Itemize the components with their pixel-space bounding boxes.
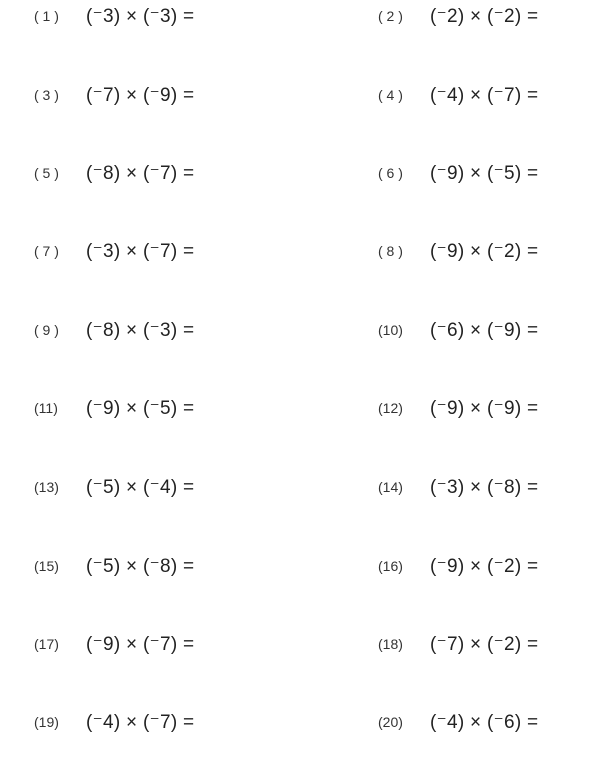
problem-6 (378, 158, 538, 188)
problem-number: (12) (378, 400, 403, 416)
problem-number: (17) (34, 636, 59, 652)
problem-number: ( 8 ) (378, 243, 403, 259)
problem-number: (18) (378, 636, 403, 652)
problem-number: (19) (34, 714, 59, 730)
problem-expression: (⁻9) × (⁻5) = (86, 397, 195, 419)
problem-20 (378, 707, 538, 737)
problem-number: (15) (34, 558, 59, 574)
problem-9 (34, 315, 194, 345)
problem-number: ( 1 ) (34, 8, 59, 24)
problem-number: ( 9 ) (34, 322, 59, 338)
problem-1 (34, 1, 194, 31)
problem-17 (34, 629, 194, 659)
problem-expression: (⁻7) × (⁻9) = (86, 84, 195, 106)
problem-number: (10) (378, 322, 403, 338)
problem-expression: (⁻3) × (⁻7) = (86, 240, 195, 262)
problem-expression: (⁻5) × (⁻4) = (86, 476, 195, 498)
problem-4 (378, 80, 538, 110)
problem-expression: (⁻6) × (⁻9) = (430, 319, 539, 341)
problem-expression: (⁻7) × (⁻2) = (430, 633, 539, 655)
problem-number: ( 7 ) (34, 243, 59, 259)
problem-10 (378, 315, 538, 345)
problem-number: ( 6 ) (378, 165, 403, 181)
problem-7 (34, 236, 194, 266)
problem-expression: (⁻9) × (⁻9) = (430, 397, 539, 419)
problem-number: (13) (34, 479, 59, 495)
problem-3 (34, 80, 194, 110)
problem-number: ( 3 ) (34, 87, 59, 103)
problem-number: (14) (378, 479, 403, 495)
problem-number: (16) (378, 558, 403, 574)
problem-number: (20) (378, 714, 403, 730)
problem-expression: (⁻9) × (⁻2) = (430, 555, 539, 577)
problem-12 (378, 393, 538, 423)
problem-expression: (⁻9) × (⁻7) = (86, 633, 195, 655)
problem-15 (34, 551, 194, 581)
problem-2 (378, 1, 538, 31)
problem-8 (378, 236, 538, 266)
problem-expression: (⁻9) × (⁻2) = (430, 240, 539, 262)
problem-18 (378, 629, 538, 659)
problem-expression: (⁻8) × (⁻3) = (86, 319, 195, 341)
problem-expression: (⁻8) × (⁻7) = (86, 162, 195, 184)
problem-expression: (⁻5) × (⁻8) = (86, 555, 195, 577)
problem-expression: (⁻4) × (⁻7) = (86, 711, 195, 733)
problem-expression: (⁻4) × (⁻7) = (430, 84, 539, 106)
problem-expression: (⁻3) × (⁻3) = (86, 5, 195, 27)
problem-number: (11) (34, 400, 58, 416)
problem-5 (34, 158, 194, 188)
problem-16 (378, 551, 538, 581)
problem-19 (34, 707, 194, 737)
problem-expression: (⁻4) × (⁻6) = (430, 711, 539, 733)
problem-number: ( 5 ) (34, 165, 59, 181)
problem-11 (34, 393, 194, 423)
problem-number: ( 2 ) (378, 8, 403, 24)
problem-14 (378, 472, 538, 502)
problem-expression: (⁻3) × (⁻8) = (430, 476, 539, 498)
problem-expression: (⁻2) × (⁻2) = (430, 5, 539, 27)
problem-13 (34, 472, 194, 502)
problem-expression: (⁻9) × (⁻5) = (430, 162, 539, 184)
problem-number: ( 4 ) (378, 87, 403, 103)
